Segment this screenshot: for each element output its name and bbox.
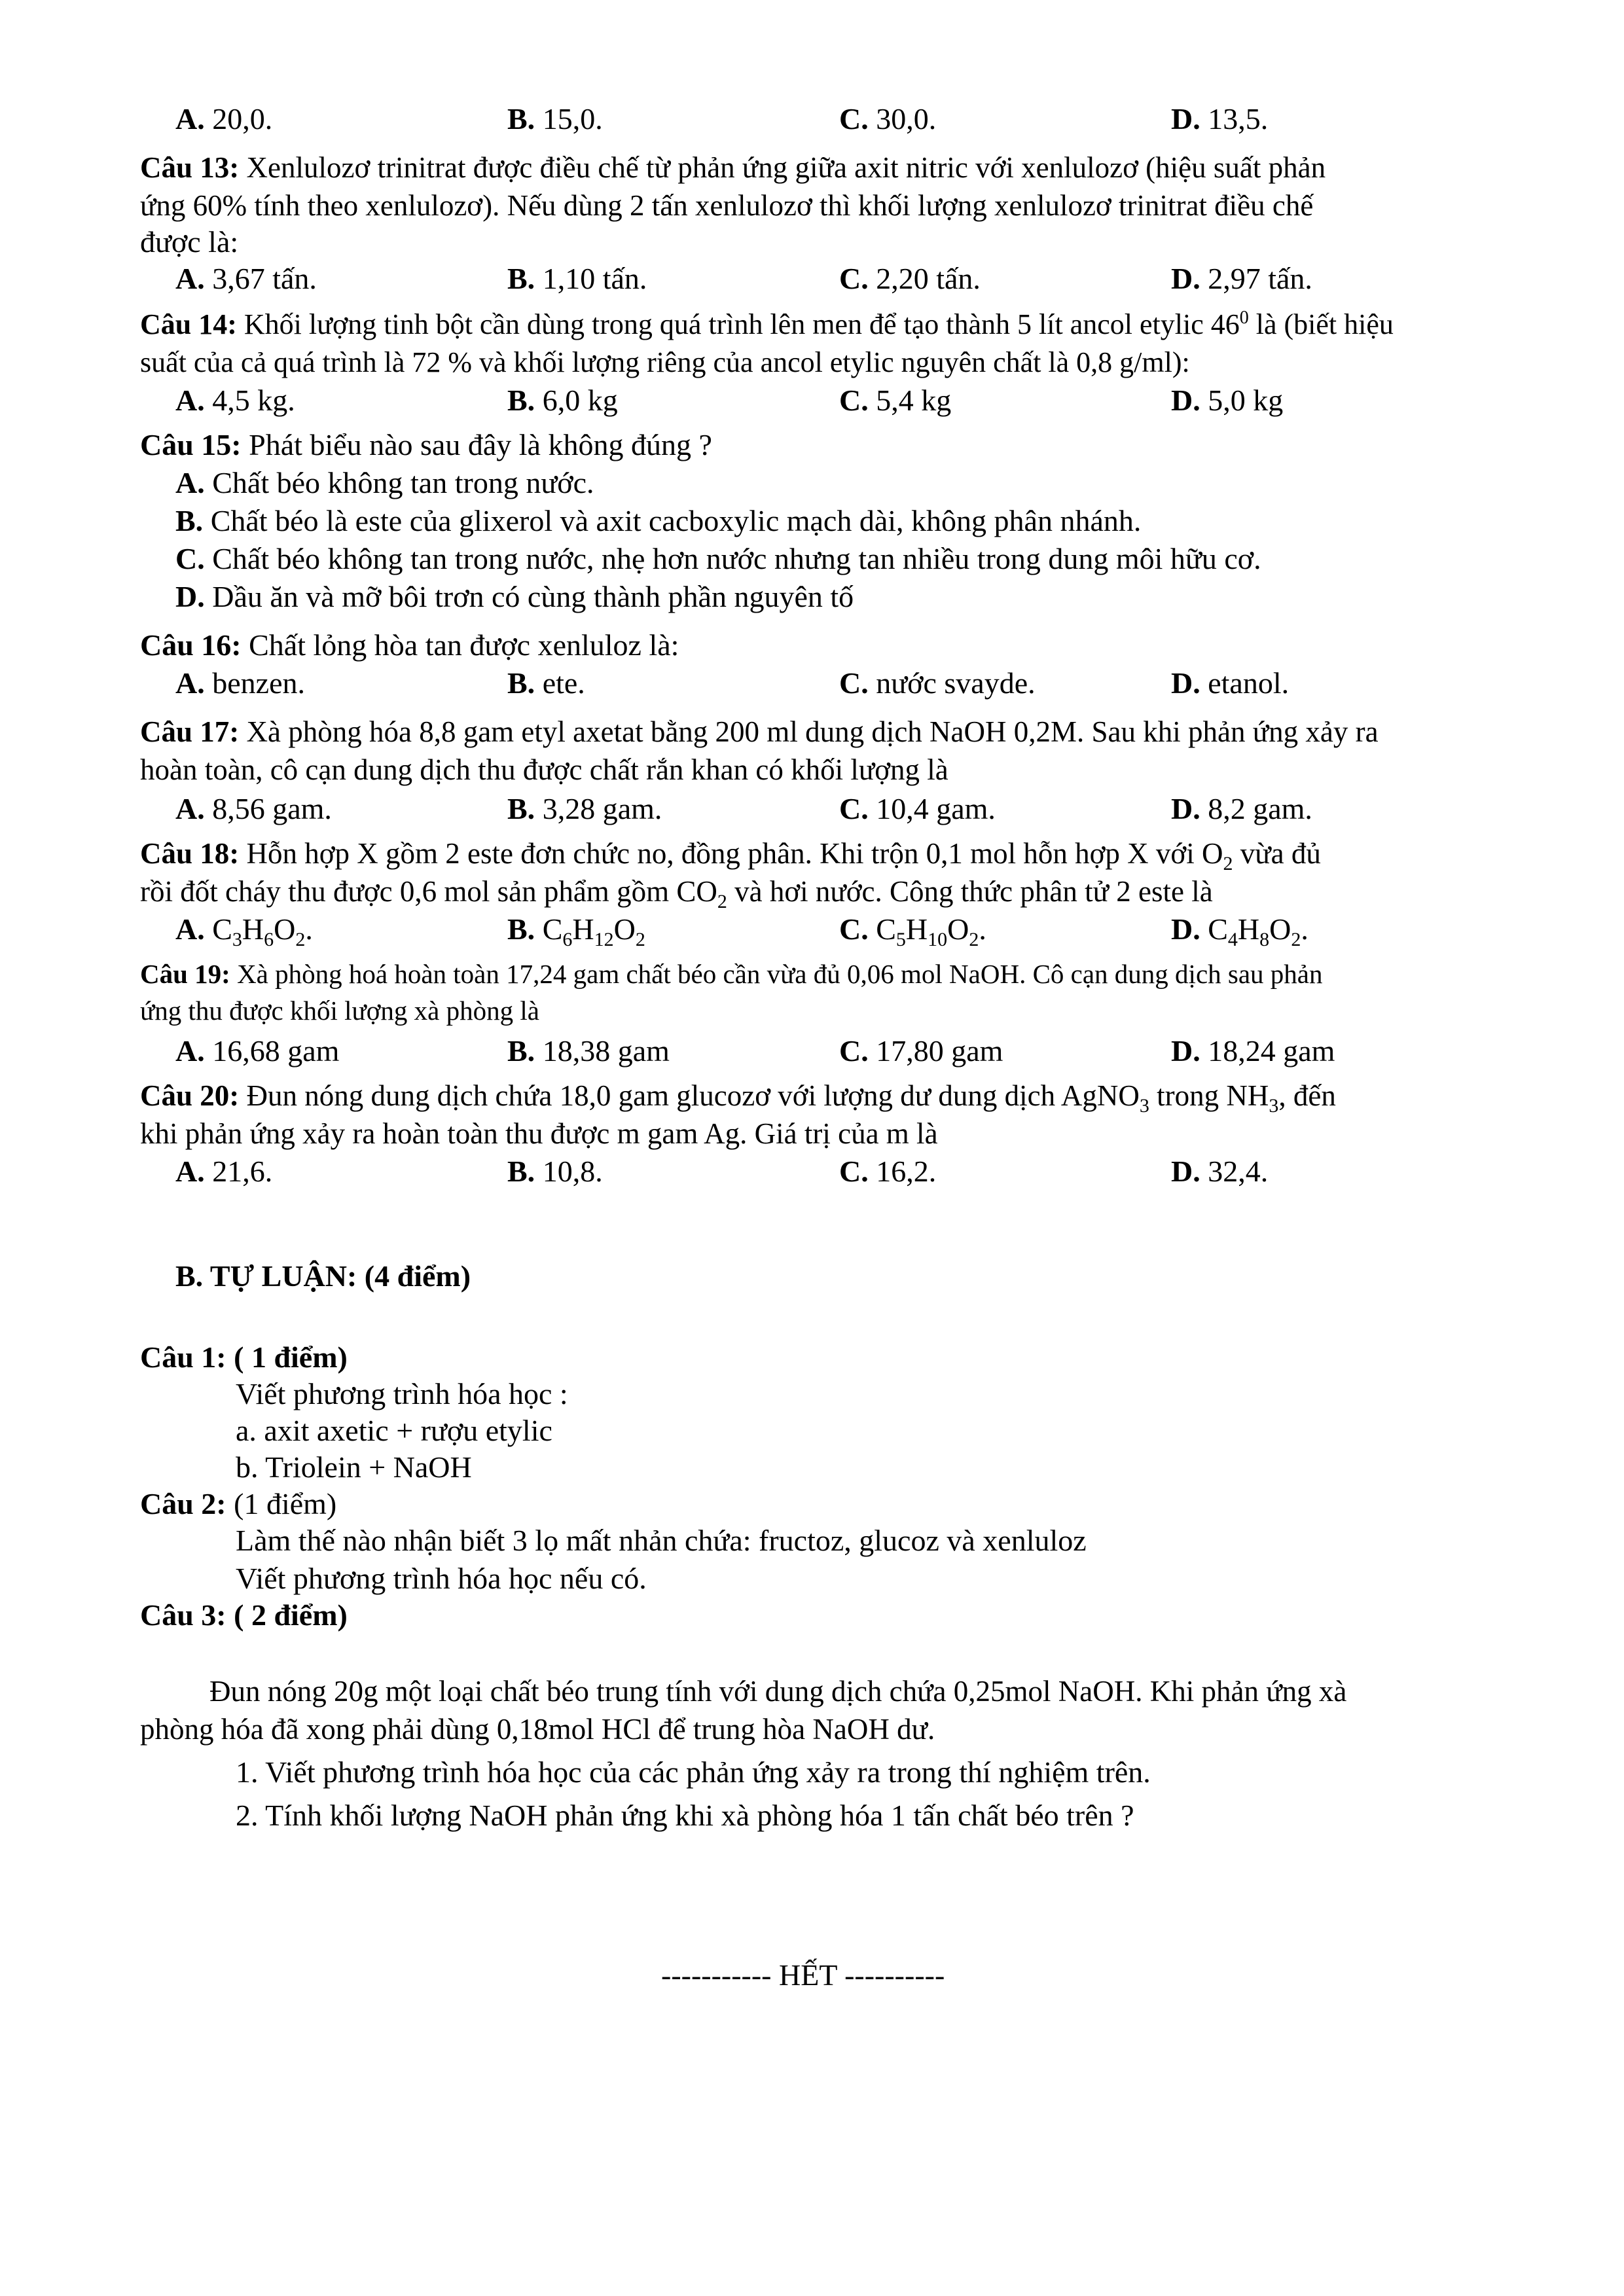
q18-line2: rồi đốt cháy thu được 0,6 mol sản phẩm gồm $CO_2$ và hơi nước. Công thức phân tử 2 este là xyxy=(140,875,1213,912)
q17-line2: hoàn toàn, cô cạn dung dịch thu được chất rắn khan có khối lượng là xyxy=(140,753,948,786)
essay-q2-l2: Viết phương trình hóa học nếu có. xyxy=(236,1562,647,1595)
q13-option-b: B. 1,10 tấn. xyxy=(507,262,647,295)
q16-option-a: A. benzen. xyxy=(175,666,305,700)
q12-option-c: C. 30,0. xyxy=(839,102,937,135)
q19-option-b: B. 18,38 gam xyxy=(507,1034,670,1067)
q20-line1: Câu 20: Đun nóng dung dịch chứa 18,0 gam glucozơ với lượng dư dung dịch AgNO$_3$ trong $NH_3$, đến xyxy=(140,1079,1336,1117)
q16-option-c: C. nước svayde. xyxy=(839,666,1036,700)
q19-line2: ứng thu được khối lượng xà phòng là xyxy=(140,996,539,1026)
q13-option-a: A. 3,67 tấn. xyxy=(175,262,317,295)
q16-option-b: B. ete. xyxy=(507,666,585,700)
q15-stem: Câu 15: Phát biểu nào sau đây là không đúng ? xyxy=(140,428,712,461)
essay-q1-l3: b. Triolein + NaOH xyxy=(236,1450,472,1484)
essay-q3-p2: phòng hóa đã xong phải dùng 0,18mol HCl để trung hòa NaOH dư. xyxy=(140,1713,935,1746)
q19-line1: Câu 19: Xà phòng hoá hoàn toàn 17,24 gam chất béo cần vừa đủ 0,06 mol NaOH. Cô cạn dung dịch sau phản xyxy=(140,959,1323,989)
q17-option-c: C. 10,4 gam. xyxy=(839,792,996,825)
q17-option-a: A. 8,56 gam. xyxy=(175,792,332,825)
q14-option-a: A. 4,5 kg. xyxy=(175,384,295,417)
essay-q1-l1: Viết phương trình hóa học : xyxy=(236,1377,568,1410)
q18-option-d: D. $C_4H_8O_2$. xyxy=(1171,912,1308,950)
q20-line2: khi phản ứng xảy ra hoàn toàn thu được m gam Ag. Giá trị của m là xyxy=(140,1117,938,1150)
essay-q1-title: Câu 1: ( 1 điểm) xyxy=(140,1340,348,1374)
q13-line2: ứng 60% tính theo xenlulozơ). Nếu dùng 2 tấn xenlulozơ thì khối lượng xenlulozơ trinitrat điều chế xyxy=(140,189,1314,222)
q15-option-d: D. Dầu ăn và mỡ bôi trơn có cùng thành phần nguyên tố xyxy=(175,580,854,613)
q15-option-b: B. Chất béo là este của glixerol và axit cacboxylic mạch dài, không phân nhánh. xyxy=(175,504,1142,537)
essay-q3-item2: 2. Tính khối lượng NaOH phản ứng khi xà phòng hóa 1 tấn chất béo trên ? xyxy=(236,1799,1134,1832)
q12-option-b: B. 15,0. xyxy=(507,102,603,135)
q18-option-c: C. $C_5H_{10}O_2$. xyxy=(839,912,986,950)
q15-option-c: C. Chất béo không tan trong nước, nhẹ hơn nước nhưng tan nhiều trong dung môi hữu cơ. xyxy=(175,542,1261,575)
q20-option-b: B. 10,8. xyxy=(507,1155,603,1188)
q14-line2: suất của cả quá trình là 72 % và khối lượng riêng của ancol etylic nguyên chất là 0,8 g/ml): xyxy=(140,346,1190,378)
q16-option-d: D. etanol. xyxy=(1171,666,1290,700)
q19-option-a: A. 16,68 gam xyxy=(175,1034,340,1067)
q14-option-d: D. 5,0 kg xyxy=(1171,384,1284,417)
part-b-heading: B. TỰ LUẬN: (4 điểm) xyxy=(175,1259,471,1293)
q14-option-b: B. 6,0 kg xyxy=(507,384,618,417)
q13-line1: Câu 13: Xenlulozơ trinitrat được điều chế từ phản ứng giữa axit nitric với xenlulozơ (hiệu suất phản xyxy=(140,151,1326,184)
q18-line1: Câu 18: Hỗn hợp X gồm 2 este đơn chức no, đồng phân. Khi trộn 0,1 mol hỗn hợp X với $O_2$ vừa đủ xyxy=(140,837,1321,874)
q12-option-a: A. 20,0. xyxy=(175,102,273,135)
q19-option-d: D. 18,24 gam xyxy=(1171,1034,1335,1067)
q12-option-d: D. 13,5. xyxy=(1171,102,1269,135)
essay-q1-l2: a. axit axetic + rượu etylic xyxy=(236,1414,552,1447)
q13-line3: được là: xyxy=(140,225,239,259)
q18-option-a: A. $C_3H_6O_2$. xyxy=(175,912,313,950)
q13-option-c: C. 2,20 tấn. xyxy=(839,262,981,295)
q20-option-a: A. 21,6. xyxy=(175,1155,273,1188)
q18-option-b: B. $C_6H_{12}O_2$ xyxy=(507,912,645,950)
essay-q3-item1: 1. Viết phương trình hóa học của các phản ứng xảy ra trong thí nghiệm trên. xyxy=(236,1755,1151,1789)
q20-option-c: C. 16,2. xyxy=(839,1155,937,1188)
q16-stem: Câu 16: Chất lỏng hòa tan được xenluloz là: xyxy=(140,628,679,662)
q14-line1: Câu 14: Khối lượng tinh bột cần dùng trong quá trình lên men để tạo thành 5 lít ancol etylic $46^0$ là (biết hiệu xyxy=(140,308,1394,340)
q17-option-b: B. 3,28 gam. xyxy=(507,792,662,825)
essay-q3-p1: Đun nóng 20g một loại chất béo trung tính với dung dịch chứa 0,25mol NaOH. Khi phản ứng xà xyxy=(209,1675,1347,1708)
q19-option-c: C. 17,80 gam xyxy=(839,1034,1003,1067)
q15-option-a: A. Chất béo không tan trong nước. xyxy=(175,466,594,499)
q17-option-d: D. 8,2 gam. xyxy=(1171,792,1312,825)
footer-end: ----------- HẾT ---------- xyxy=(661,1958,945,1992)
q13-option-d: D. 2,97 tấn. xyxy=(1171,262,1312,295)
essay-q3-title: Câu 3: ( 2 điểm) xyxy=(140,1598,348,1632)
essay-q2-l1: Làm thế nào nhận biết 3 lọ mất nhản chứa: fructoz, glucoz và xenluloz xyxy=(236,1524,1087,1557)
q14-option-c: C. 5,4 kg xyxy=(839,384,952,417)
q17-line1: Câu 17: Xà phòng hóa 8,8 gam etyl axetat bằng 200 ml dung dịch NaOH 0,2M. Sau khi phản ứng xảy ra xyxy=(140,715,1379,748)
q20-option-d: D. 32,4. xyxy=(1171,1155,1269,1188)
essay-q2-title: Câu 2: (1 điểm) xyxy=(140,1487,337,1520)
